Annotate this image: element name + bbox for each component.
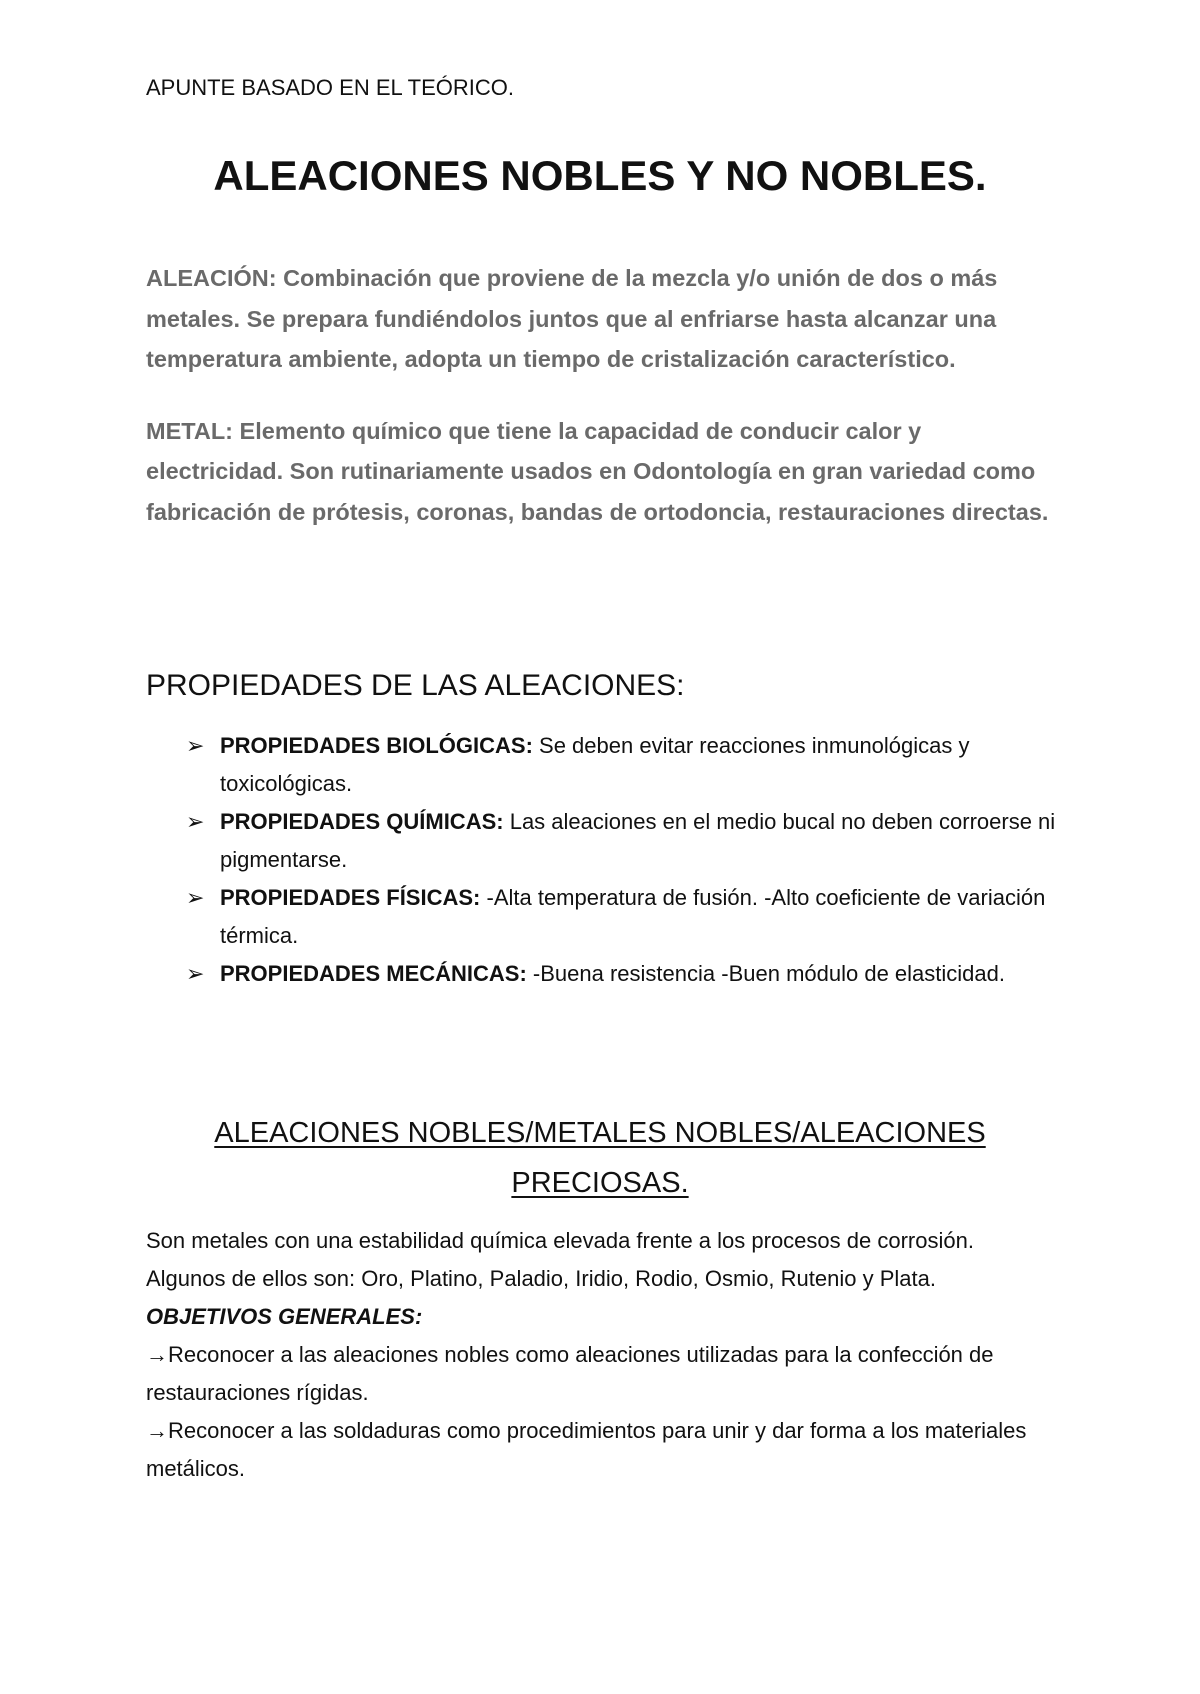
property-label: PROPIEDADES QUÍMICAS: (220, 809, 504, 834)
property-label: PROPIEDADES FÍSICAS: (220, 885, 481, 910)
page-title: ALEACIONES NOBLES Y NO NOBLES. (213, 152, 987, 199)
noble-paragraph: Son metales con una estabilidad química elevada frente a los procesos de corrosión. (146, 1228, 974, 1253)
properties-list (186, 727, 1066, 993)
list-item (186, 727, 1066, 803)
objective-item: →Reconocer a las soldaduras como procedimientos para unir y dar forma a los materiales metálicos. (146, 1418, 1027, 1481)
arrowhead-bullet-icon: ➢ (186, 961, 205, 986)
arrowhead-bullet-icon: ➢ (186, 885, 205, 910)
definition-aleacion: ALEACIÓN: Combinación que proviene de la mezcla y/o unión de dos o más metales. Se prepara fundiéndolos juntos que al enfriarse hasta alcanzar una temperatura ambiente, adopta un tiempo de cristalización característico. (146, 265, 998, 372)
noble-alloys-body (146, 1222, 1076, 1488)
property-label: PROPIEDADES BIOLÓGICAS: (220, 733, 533, 758)
property-text: -Buena resistencia -Buen módulo de elasticidad. (526, 961, 1005, 986)
definitions-block (146, 258, 1064, 532)
arrowhead-bullet-icon: ➢ (186, 809, 205, 834)
property-text: Se deben evitar reacciones inmunológicas y toxicológicas. (220, 733, 970, 796)
property-text: Las aleaciones en el medio bucal no deben corroerse ni pigmentarse. (220, 809, 1056, 872)
list-item (186, 803, 1066, 879)
property-text: -Alta temperatura de fusión. -Alto coeficiente de variación térmica. (220, 885, 1046, 948)
objective-item: →Reconocer a las aleaciones nobles como aleaciones utilizadas para la confección de restauraciones rígidas. (146, 1342, 994, 1405)
noble-alloys-heading: ALEACIONES NOBLES/METALES NOBLES/ALEACIONES PRECIOSAS. (214, 1117, 986, 1199)
noble-metals-list: Algunos de ellos son: Oro, Platino, Paladio, Iridio, Rodio, Osmio, Rutenio y Plata. (146, 1266, 936, 1291)
property-label: PROPIEDADES MECÁNICAS: (220, 961, 527, 986)
header-note: APUNTE BASADO EN EL TEÓRICO. (146, 75, 514, 100)
list-item (186, 879, 1066, 955)
definition-metal: METAL: Elemento químico que tiene la capacidad de conducir calor y electricidad. Son rutinariamente usados en Odontología en gran variedad como fabricación de prótesis, coronas, bandas de ortodoncia, restauraciones directas. (146, 417, 1049, 525)
arrowhead-bullet-icon: ➢ (186, 733, 205, 758)
list-item (186, 955, 1066, 993)
objectives-label: OBJETIVOS GENERALES: (146, 1304, 423, 1329)
properties-heading: PROPIEDADES DE LAS ALEACIONES: (146, 669, 685, 702)
